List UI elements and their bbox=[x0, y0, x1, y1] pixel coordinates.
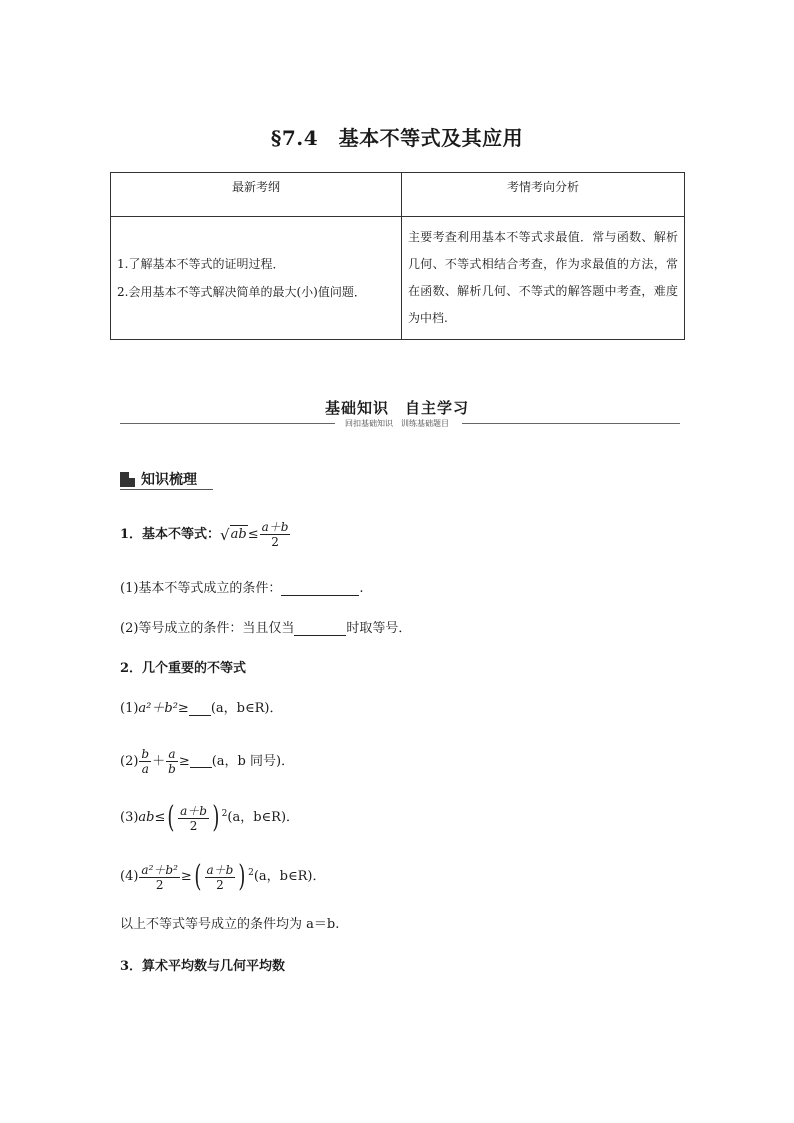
section-heading: 基础知识 自主学习 bbox=[324, 399, 469, 417]
condition-line: (1)基本不等式成立的条件： . bbox=[120, 581, 364, 596]
section-subheading: 回扣基础知识 训练基础题目 bbox=[0, 418, 794, 429]
equality-line: (2)等号成立的条件：当且仅当 时取等号． bbox=[120, 621, 412, 636]
basic-inequality-line: 1．基本不等式： √ ab ≤ $\frac{a+b}{2}$ bbox=[120, 520, 289, 549]
syllabus-item: 1.了解基本不等式的证明过程． bbox=[117, 257, 285, 271]
inequality-item-4: (4) $\frac{\text{a²＋b²}}{2}$ ≥ ( $\frac{a+b}{2}$ ) $^2$ (a，b∈R)． bbox=[120, 859, 326, 894]
syllabus-table bbox=[110, 172, 685, 340]
fill-blank[interactable] bbox=[281, 583, 359, 596]
important-inequalities-heading: 2．几个重要的不等式 bbox=[120, 661, 247, 676]
knowledge-box-title: 知识梳理 bbox=[120, 469, 197, 489]
inequality-item-2: (2) $\frac{b}{a}$ ＋ $\frac{a}{b}$ ≥ (a，b 同号)． bbox=[120, 747, 295, 776]
analysis-text: 主要考查利用基本不等式求最值．常与函数、解析几何、不等式相结合考查，作为求最值的方法，常在函数、解析几何、不等式的解答题中考查，难度为中档. bbox=[402, 217, 685, 340]
table-header-analysis: 考情考向分析 bbox=[402, 173, 685, 217]
inequality-item-1: (1) a²＋b²≥ (a，b∈R)． bbox=[120, 701, 283, 716]
syllabus-item: 2.会用基本不等式解决简单的最大(小)值问题． bbox=[117, 285, 366, 299]
fill-blank[interactable] bbox=[190, 755, 212, 768]
knowledge-box-underline bbox=[120, 489, 213, 490]
page-title: §7.4 基本不等式及其应用 bbox=[270, 126, 524, 150]
inequality-item-3: (3) ab≤ ( $\frac{a+b}{2}$ ) $^2$ (a，b∈R)． bbox=[120, 800, 300, 835]
fill-blank[interactable] bbox=[294, 623, 346, 636]
summary-line: 以上不等式等号成立的条件均为 a＝b. bbox=[120, 917, 340, 932]
square-bullet-icon bbox=[120, 472, 135, 487]
table-header-syllabus: 最新考纲 bbox=[111, 173, 402, 217]
fraction-a-plus-b-over-2: $\frac{a+b}{2}$ bbox=[261, 520, 289, 549]
means-heading: 3．算术平均数与几何平均数 bbox=[120, 959, 286, 974]
fill-blank[interactable] bbox=[189, 703, 211, 716]
syllabus-items bbox=[111, 217, 402, 340]
sqrt-ab: √ ab bbox=[220, 526, 247, 544]
